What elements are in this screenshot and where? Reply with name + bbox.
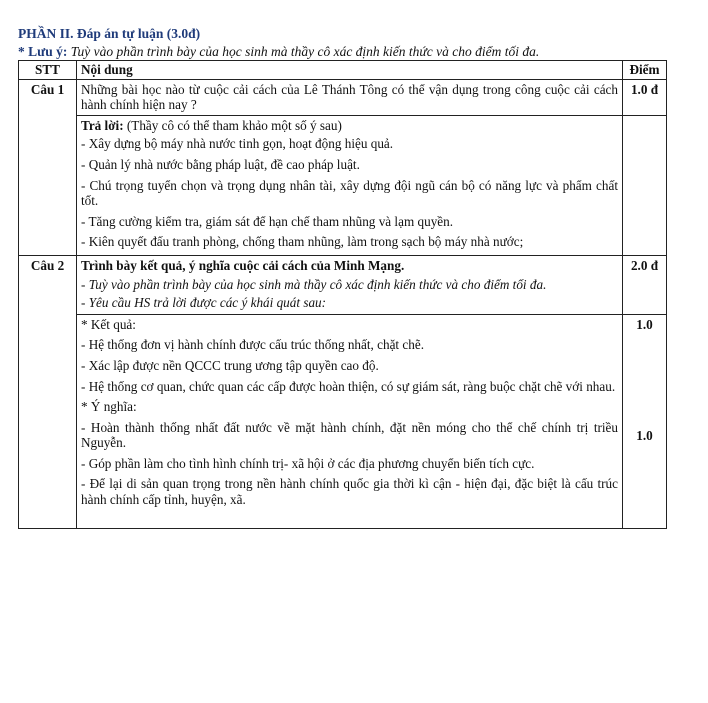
q2-note: - Yêu cầu HS trả lời được các ý khái quát sau: xyxy=(81,295,327,311)
q2-result-heading: * Kết quả: xyxy=(81,316,136,332)
q1-stt: Câu 1 xyxy=(19,79,77,115)
q2-question-text: Trình bày kết quả, ý nghĩa cuộc cải cách của Minh Mạng. xyxy=(81,257,405,273)
q1-score: 1.0 đ xyxy=(623,79,667,115)
list-item: - Xây dựng bộ máy nhà nước tinh gọn, hoạt động hiệu quả. xyxy=(81,136,394,152)
q1-answer-intro-text: (Thầy cô có thể tham khảo một số ý sau) xyxy=(126,117,342,133)
header-stt: STT xyxy=(19,61,77,80)
list-item: - Góp phần làm cho tình hình chính trị- xã hội ở các địa phương chuyển biến tích cực. xyxy=(81,455,535,471)
table-row-q2-answer xyxy=(19,314,667,528)
q1-answer-intro xyxy=(81,118,618,134)
q2-score-breakdown xyxy=(623,314,667,528)
list-item: - Chú trọng tuyển chọn và trọng dụng nhân tài, xây dựng đội ngũ cán bộ có năng lực và phẩm chất tốt. xyxy=(81,177,618,209)
answer-page xyxy=(18,26,690,529)
table-header-row xyxy=(19,61,667,80)
list-item: - Hệ thống cơ quan, chức quan các cấp được hoàn thiện, có sự giám sát, ràng buộc chặt chẽ với nhau. xyxy=(81,378,616,394)
q2-stt-cont xyxy=(19,314,77,528)
grading-note xyxy=(18,44,690,60)
q2-meaning-heading: * Ý nghĩa: xyxy=(81,399,137,415)
q2-result-score: 1.0 xyxy=(636,316,653,332)
q1-question-text: Những bài học nào từ cuộc cải cách của Lê Thánh Tông có thể vận dụng trong công cuộc cải cách hành chính hiện nay ? xyxy=(81,81,618,113)
q2-answer xyxy=(77,314,623,528)
q1-stt-cont xyxy=(19,115,77,255)
section-title: PHẦN II. Đáp án tự luận (3.0đ) xyxy=(18,26,201,41)
table-row-q2-question xyxy=(19,255,667,314)
list-item: - Tăng cường kiểm tra, giám sát để hạn chế tham nhũng và lạm quyền. xyxy=(81,213,454,229)
answer-table xyxy=(18,60,667,529)
q2-stt: Câu 2 xyxy=(19,255,77,314)
list-item: - Xác lập được nền QCCC trung ương tập quyền cao độ. xyxy=(81,357,379,373)
q2-score: 2.0 đ xyxy=(623,255,667,314)
header-content: Nội dung xyxy=(77,61,623,80)
q1-answer xyxy=(77,115,623,255)
table-row-q1-question xyxy=(19,79,667,115)
q2-note: - Tuỳ vào phần trình bày của học sinh mà thầy cô xác định kiến thức và cho điểm tối đa. xyxy=(81,276,547,292)
table-row-q1-answer xyxy=(19,115,667,255)
list-item: - Hoàn thành thống nhất đất nước về mặt hành chính, đặt nền móng cho thể chế chính trị triều Nguyễn. xyxy=(81,419,618,451)
list-item: - Quản lý nhà nước bằng pháp luật, đề cao pháp luật. xyxy=(81,156,360,172)
q2-meaning-score: 1.0 xyxy=(636,428,653,444)
q1-answer-label: Trả lời: xyxy=(81,117,124,133)
header-score: Điểm xyxy=(623,61,667,80)
score-spacer xyxy=(627,332,662,428)
note-text: Tuỳ vào phần trình bày của học sinh mà thầy cô xác định kiến thức và cho điểm tối đa. xyxy=(70,44,540,59)
list-item: - Hệ thống đơn vị hành chính được cấu trúc thống nhất, chặt chẽ. xyxy=(81,337,424,353)
q1-answer-score xyxy=(623,115,667,255)
list-item: - Kiên quyết đấu tranh phòng, chống tham nhũng, làm trong sạch bộ máy nhà nước; xyxy=(81,234,524,250)
note-label: * Lưu ý: xyxy=(18,44,68,59)
q2-question xyxy=(77,255,623,314)
q1-question xyxy=(77,79,623,115)
list-item: - Để lại di sản quan trọng trong nền hành chính quốc gia thời kì cận - hiện đại, đặc biệt là cấu trúc hành chính cấp tỉnh, huyện, xã. xyxy=(81,476,618,508)
